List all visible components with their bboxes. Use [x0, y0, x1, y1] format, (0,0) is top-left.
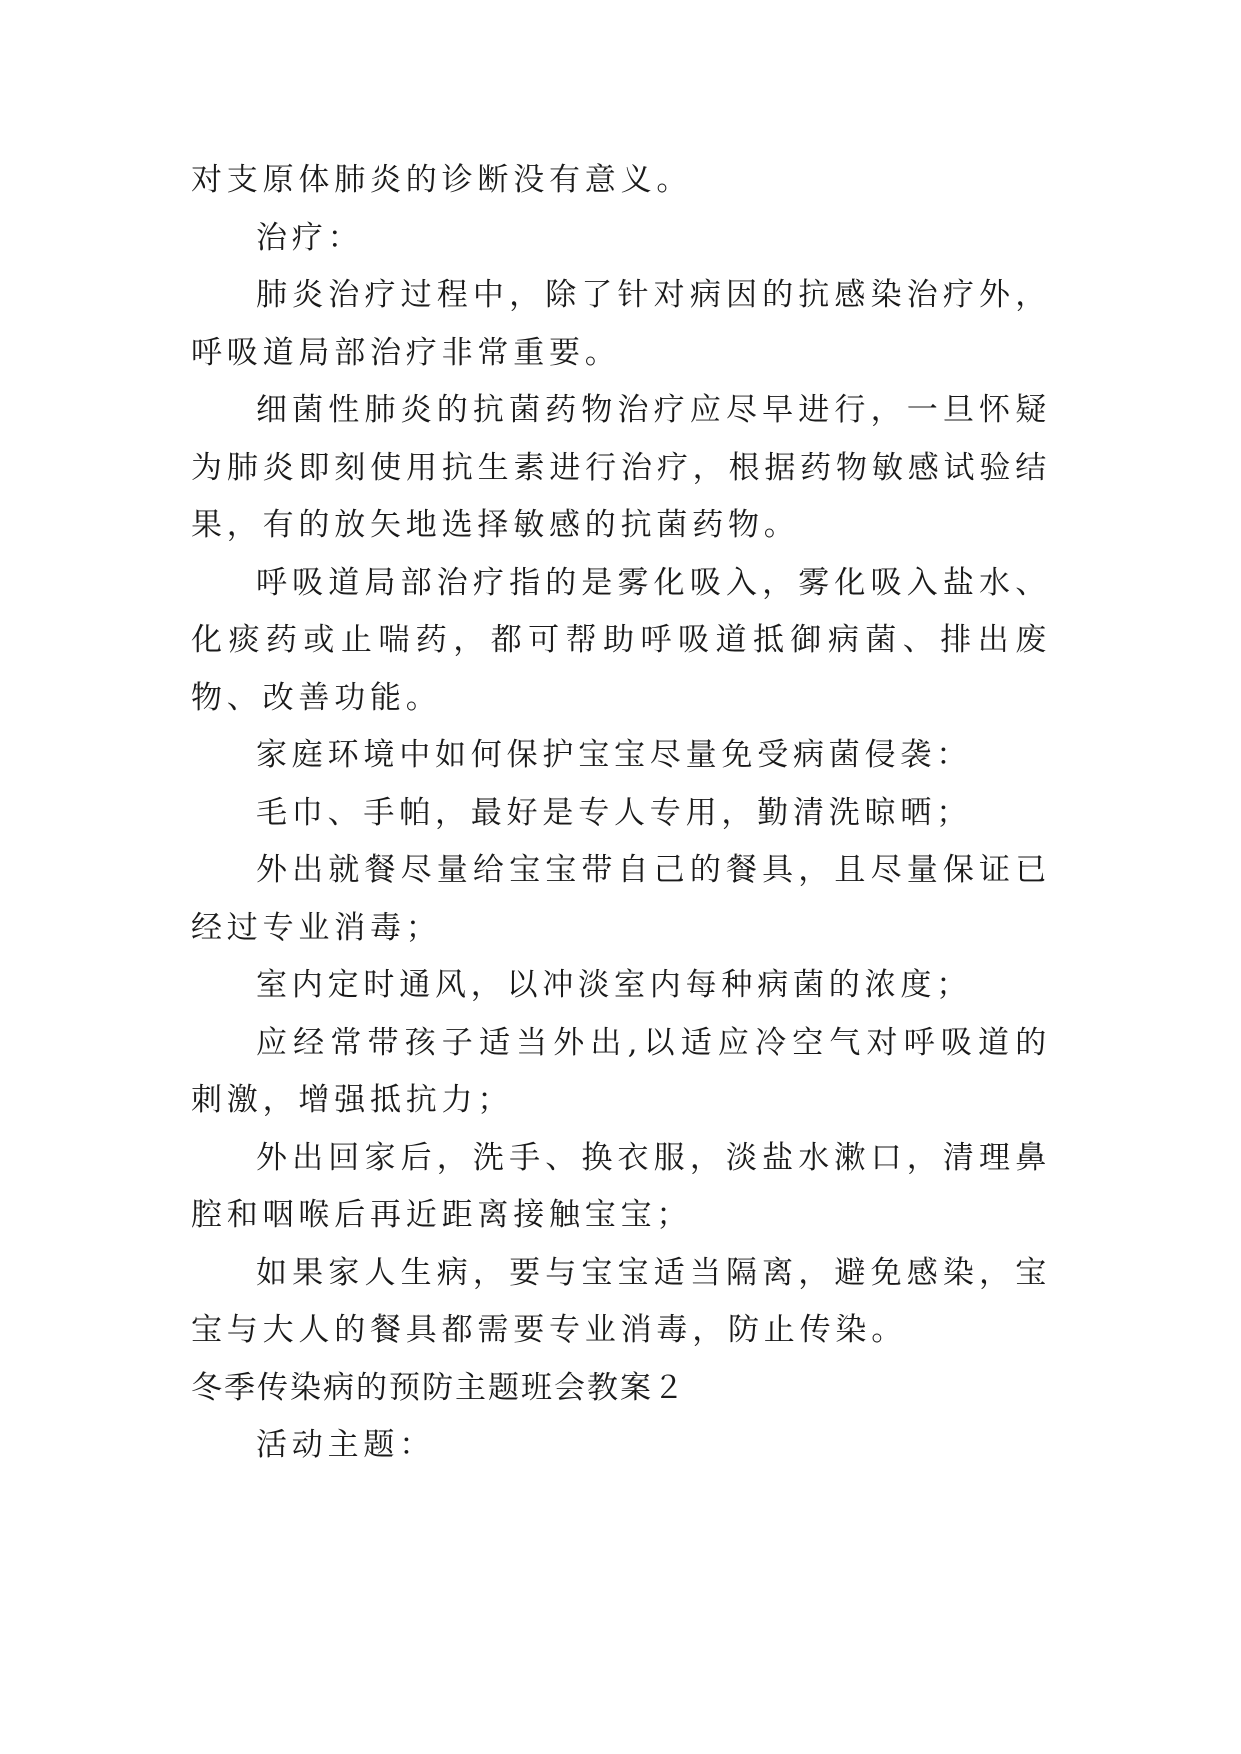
document-page [191, 152, 1051, 1475]
paragraph-treatment-heading: 治疗： [256, 219, 364, 256]
paragraph-activity-theme: 活动主题： [256, 1427, 435, 1463]
section-title: 冬季传染病的预防主题班会教案２ [191, 1369, 686, 1406]
paragraph: 外出就餐尽量给宝宝带自己的餐具，且尽量保证已经过专业消毒； [191, 852, 1051, 946]
paragraph: 呼吸道局部治疗指的是雾化吸入，雾化吸入盐水、化痰药或止喘药，都可帮助呼吸道抵御病菌、排出废物、改善功能。 [191, 564, 1051, 716]
paragraph-home-protection-heading: 家庭环境中如何保护宝宝尽量免受病菌侵袭： [256, 737, 972, 773]
paragraph-continuation: 对支原体肺炎的诊断没有意义。 [191, 162, 693, 198]
paragraph: 外出回家后，洗手、换衣服，淡盐水漱口，清理鼻腔和咽喉后再近距离接触宝宝； [191, 1139, 1051, 1233]
paragraph: 毛巾、手帕，最好是专人专用，勤清洗晾晒； [256, 794, 972, 831]
paragraph: 室内定时通风，以冲淡室内每种病菌的浓度； [256, 967, 972, 1003]
paragraph: 细菌性肺炎的抗菌药物治疗应尽早进行，一旦怀疑为肺炎即刻使用抗生素进行治疗，根据药物敏感试验结果，有的放矢地选择敏感的抗菌药物。 [191, 392, 1051, 543]
paragraph: 如果家人生病，要与宝宝适当隔离，避免感染，宝宝与大人的餐具都需要专业消毒，防止传染。 [191, 1254, 1051, 1348]
paragraph: 肺炎治疗过程中，除了针对病因的抗感染治疗外，呼吸道局部治疗非常重要。 [191, 277, 1051, 371]
paragraph: 应经常带孩子适当外出,以适应冷空气对呼吸道的刺激，增强抵抗力； [191, 1024, 1051, 1118]
